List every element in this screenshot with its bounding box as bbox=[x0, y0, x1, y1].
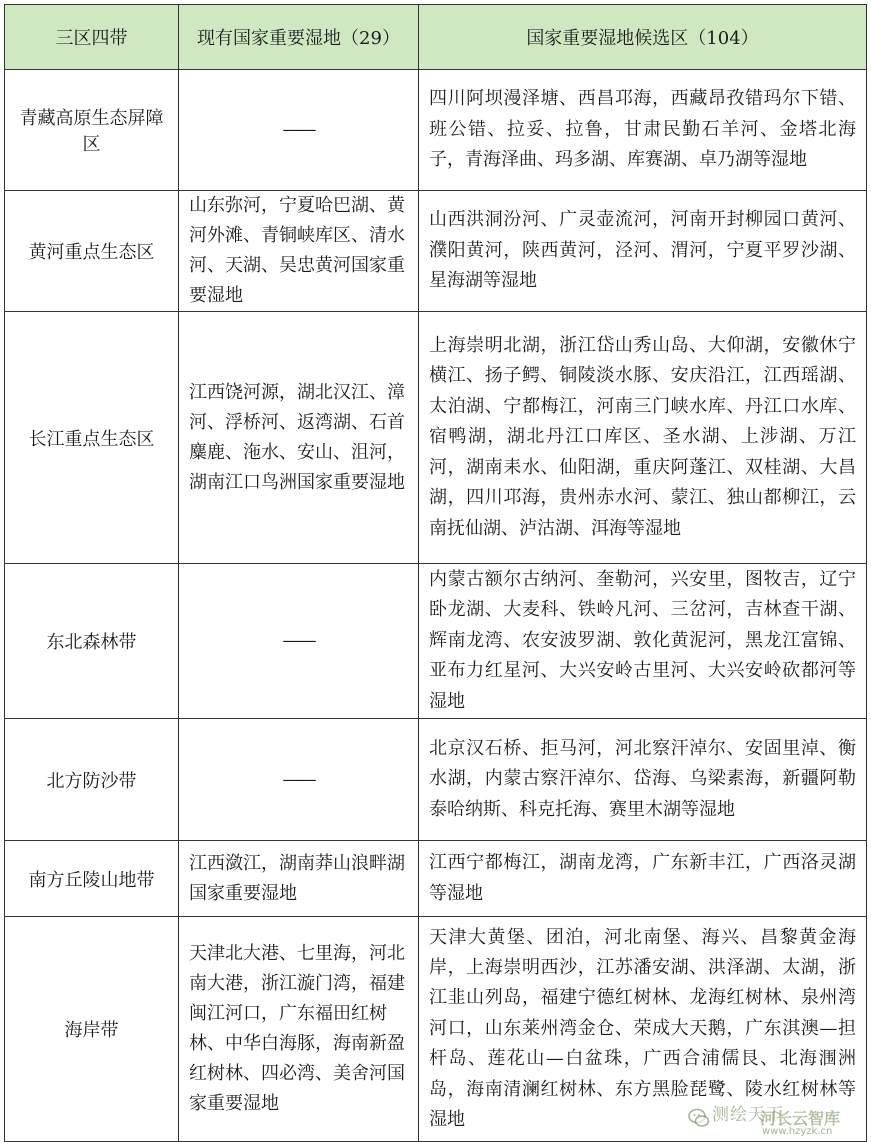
header-row bbox=[5, 5, 867, 70]
wetland-table bbox=[4, 4, 867, 1142]
existing-cell bbox=[179, 719, 419, 841]
candidate-cell: 山西洪洞汾河、广灵壶流河，河南开封柳园口黄河、濮阳黄河，陕西黄河，泾河、渭河，宁夏平罗沙湖、星海湖等湿地 bbox=[419, 191, 867, 312]
region-cell: 长江重点生态区 bbox=[5, 312, 179, 564]
table-row bbox=[5, 719, 867, 841]
region-cell: 北方防沙带 bbox=[5, 719, 179, 841]
region-cell: 海岸带 bbox=[5, 917, 179, 1142]
existing-cell: 江西饶河源，湖北汉江、漳河、浮桥河、返湾湖、石首麋鹿、沲水、安山、沮河，湖南江口鸟洲国家重要湿地 bbox=[179, 312, 419, 564]
watermark-url: www.hzyzk.cn bbox=[762, 1126, 833, 1137]
existing-cell bbox=[179, 70, 419, 191]
table-row bbox=[5, 564, 867, 719]
table-row bbox=[5, 841, 867, 917]
watermark-text: 测绘天下 bbox=[712, 1105, 784, 1125]
candidate-cell: 内蒙古额尔古纳河、奎勒河，兴安里，图牧吉，辽宁卧龙湖、大麦科、铁岭凡河、三岔河，吉林查干湖、辉南龙湾、农安波罗湖、敦化黄泥河，黑龙江富锦、亚布力红星河、大兴安岭古里河、大兴安岭砍都河等湿地 bbox=[419, 564, 867, 719]
candidate-cell: 四川阿坝漫泽塘、西昌邛海，西藏昂孜错玛尔下错、班公错、拉妥、拉鲁，甘肃民勤石羊河、金塔北海子，青海泽曲、玛多湖、库赛湖、卓乃湖等湿地 bbox=[419, 70, 867, 191]
watermark-logo-text: 河长云智库 bbox=[760, 1109, 841, 1128]
existing-cell: 江西潋江，湖南莽山浪畔湖国家重要湿地 bbox=[179, 841, 419, 917]
header-candidate: 国家重要湿地候选区（104） bbox=[419, 5, 867, 70]
table-row bbox=[5, 191, 867, 312]
existing-cell: 山东弥河，宁夏哈巴湖、黄河外滩、青铜峡库区、清水河、天湖、吴忠黄河国家重要湿地 bbox=[179, 191, 419, 312]
candidate-cell: 上海崇明北湖，浙江岱山秀山岛、大仰湖，安徽休宁横江、扬子鳄、铜陵淡水豚、安庆沿江，江西瑶湖、太泊湖、宁都梅江，河南三门峡水库、丹江口水库、宿鸭湖，湖北丹江口库区、圣水湖、上涉湖、万江河，湖南耒水、仙阳湖，重庆阿蓬江、双桂湖、大昌湖，四川邛海，贵州赤水河、蒙江、独山都柳江，云南抚仙湖、泸沽湖、洱海等湿地 bbox=[419, 312, 867, 564]
existing-cell bbox=[179, 564, 419, 719]
existing-text: —— bbox=[282, 630, 315, 651]
table-row bbox=[5, 312, 867, 564]
region-cell: 南方丘陵山地带 bbox=[5, 841, 179, 917]
wechat-icon bbox=[687, 1106, 711, 1130]
region-cell: 青藏高原生态屏障区 bbox=[5, 70, 179, 191]
existing-cell: 天津北大港、七里海，河北南大港，浙江漩门湾，福建闽江河口，广东福田红树林、中华白海豚，海南新盈红树林、四必湾、美舍河国家重要湿地 bbox=[179, 917, 419, 1142]
existing-text: —— bbox=[282, 768, 315, 790]
candidate-cell: 北京汉石桥、拒马河，河北察汗淖尔、安固里淖、衡水湖，内蒙古察汗淖尔、岱海、乌梁素海，新疆阿勒泰哈纳斯、科克托海、赛里木湖等湿地 bbox=[419, 719, 867, 841]
header-existing: 现有国家重要湿地（29） bbox=[179, 5, 419, 70]
candidate-cell: 江西宁都梅江，湖南龙湾，广东新丰江，广西洛灵湖等湿地 bbox=[419, 841, 867, 917]
region-cell: 黄河重点生态区 bbox=[5, 191, 179, 312]
candidate-cell: 天津大黄堡、团泊，河北南堡、海兴、昌黎黄金海岸，上海崇明西沙，江苏潘安湖、洪泽湖、太湖，浙江韭山列岛，福建宁德红树林、龙海红树林、泉州湾河口，山东莱州湾金仓、荣成大天鹅，广东淇澳—担杆岛、莲花山—白盆珠，广西合浦儒艮、北海涠洲岛，海南清澜红树林、东方黑脸琵鹭、陵水红树林等湿地 bbox=[419, 917, 867, 1142]
region-cell: 东北森林带 bbox=[5, 564, 179, 719]
table-row bbox=[5, 70, 867, 191]
existing-text: —— bbox=[282, 119, 315, 140]
header-region: 三区四带 bbox=[5, 5, 179, 70]
